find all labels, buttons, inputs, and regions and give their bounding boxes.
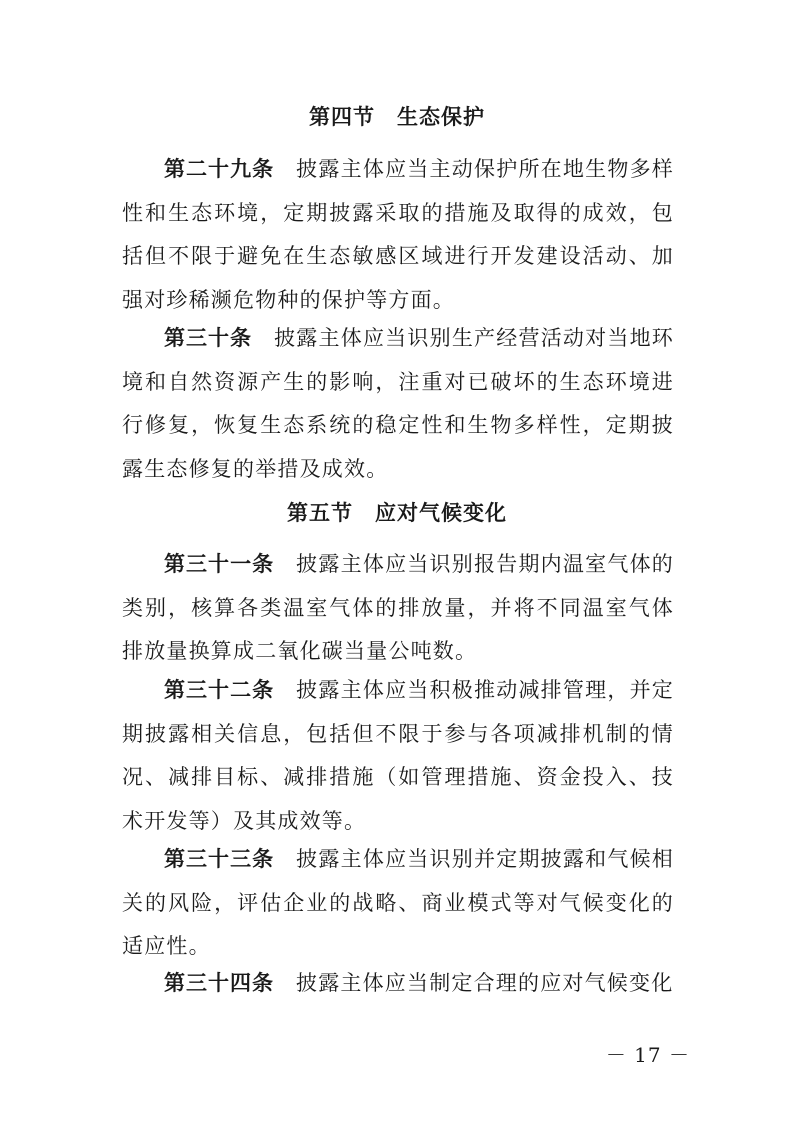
article-number: 第三十四条 xyxy=(164,971,274,995)
article-34 xyxy=(122,962,674,1006)
article-29 xyxy=(122,148,674,322)
article-text: 披露主体应当积极推动减排管理，并定期披露相关信息，包括但不限于参与各项减排机制的情况、减排目标、减排措施（如管理措施、资金投入、技术开发等）及其成效等。 xyxy=(122,678,675,833)
article-32 xyxy=(122,669,674,843)
article-text: 披露主体应当识别生产经营活动对当地环境和自然资源产生的影响，注重对已破坏的生态环境进行修复，恢复生态系统的稳定性和生物多样性，定期披露生态修复的举措及成效。 xyxy=(122,326,674,481)
article-30 xyxy=(122,317,674,491)
article-number: 第三十三条 xyxy=(164,847,275,871)
article-text: 披露主体应当制定合理的应对气候变化 xyxy=(296,971,674,995)
article-text: 披露主体应当识别并定期披露和气候相关的风险，评估企业的战略、商业模式等对气候变化的适应性。 xyxy=(122,847,675,959)
section-heading-climate-change: 第五节 应对气候变化 xyxy=(287,501,507,525)
article-33 xyxy=(122,838,674,969)
article-text: 披露主体应当识别报告期内温室气体的类别，核算各类温室气体的排放量，并将不同温室气体排放量换算成二氧化碳当量公吨数。 xyxy=(122,552,675,664)
article-31 xyxy=(122,543,674,674)
section-heading-ecological-protection: 第四节 生态保护 xyxy=(309,105,485,129)
page-number: － 17 － xyxy=(605,1043,690,1067)
article-number: 第二十九条 xyxy=(164,157,275,181)
article-number: 第三十一条 xyxy=(164,552,275,576)
article-number: 第三十条 xyxy=(164,326,253,350)
article-number: 第三十二条 xyxy=(164,678,275,702)
article-text: 披露主体应当主动保护所在地生物多样性和生态环境，定期披露采取的措施及取得的成效，包括但不限于避免在生态敏感区域进行开发建设活动、加强对珍稀濒危物种的保护等方面。 xyxy=(122,157,675,312)
